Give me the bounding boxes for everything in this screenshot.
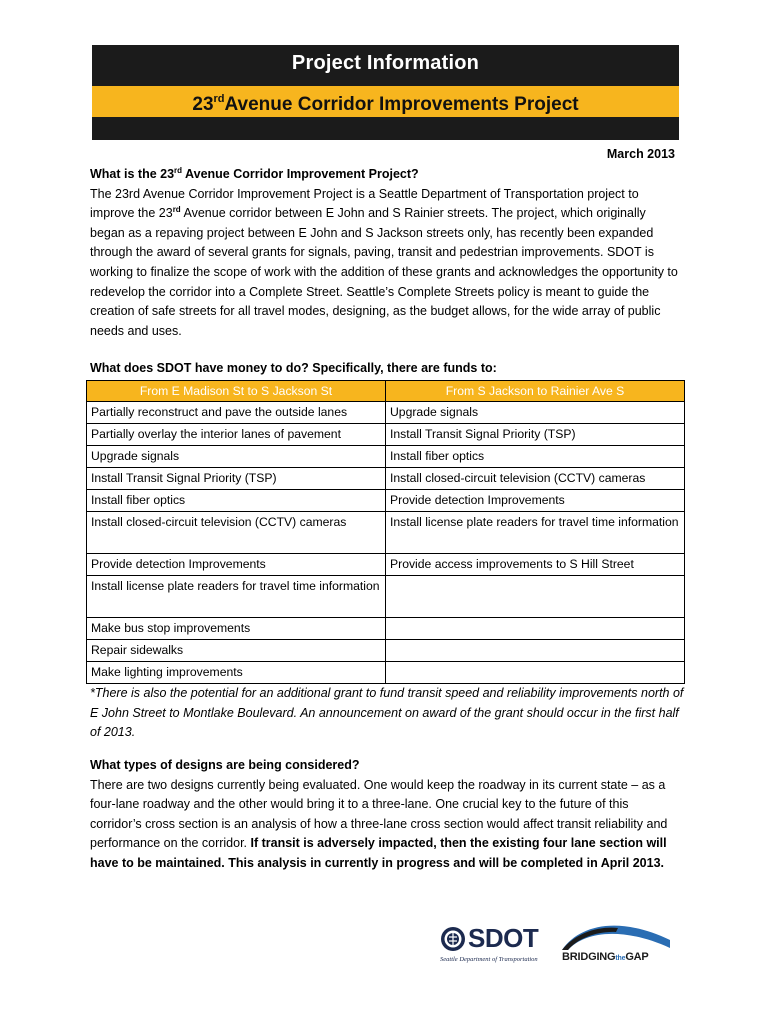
cell-jackson-rainier: Install license plate readers for travel time information [386,512,685,554]
cell-jackson-rainier: Upgrade signals [386,402,685,424]
table-row [87,576,685,618]
designs-paragraph: There are two designs currently being evaluated. One would keep the roadway in its current state – as a four-lane roadway and the other would bring it to a three-lane. One crucial key to the future of this corridor’s cross section is an analysis of how a three-lane cross section would affect transit reliability and performance on the corridor. If transit is adversely impacted, then the existing four lane section will have to be maintained. This analysis in currently in progress and will be completed in April 2013. [90,777,668,870]
project-title: 23rdAvenue Corridor Improvements Project [192,93,579,115]
table-row [87,490,685,512]
column-header-madison-jackson: From E Madison St to S Jackson St [87,381,386,402]
funds-table [86,380,685,684]
bridging-the-gap-logo [560,918,674,970]
cell-madison-jackson: Make lighting improvements [87,662,386,684]
table-row [87,512,685,554]
intro-section [90,165,682,341]
cell-madison-jackson: Partially overlay the interior lanes of pavement [87,424,386,446]
table-header-row [87,381,685,402]
document-date: March 2013 [606,147,675,161]
intro-question: What is the 23rd Avenue Corridor Improvement Project? [90,166,419,181]
sdot-logo [440,923,552,968]
cell-madison-jackson: Repair sidewalks [87,640,386,662]
cell-madison-jackson: Upgrade signals [87,446,386,468]
cell-madison-jackson: Install Transit Signal Priority (TSP) [87,468,386,490]
bridging-the-gap-wordmark: BRIDGINGtheGAP [562,951,649,963]
table-row [87,424,685,446]
page-title: Project Information [291,52,480,74]
grant-footnote: *There is also the potential for an additional grant to fund transit speed and reliability improvements north of E John Street to Montlake Boulevard. An announcement on award of the grant should occur in the first half of 2013. [90,686,684,740]
sdot-wordmark: SDOT [468,923,539,953]
intro-paragraph: The 23rd Avenue Corridor Improvement Project is a Seattle Department of Transportation project to improve the 23rd Avenue corridor between E John and S Rainier streets. The project, which originally began as a repaving project between E John and S Jackson streets only, has recently been expanded through the award of several grants for signals, paving, transit and pedestrian improvements. SDOT is working to finalize the scope of work with the addition of these grants and acknowledges the opportunity to redevelop the corridor into a Complete Street. Seattle’s Complete Streets policy is meant to guide the creation of safe streets for all travel modes, designing, as the budget allows, for the wide array of public needs and uses. [90,186,678,338]
table-row [87,446,685,468]
cell-madison-jackson: Provide detection Improvements [87,554,386,576]
cell-jackson-rainier: Provide access improvements to S Hill Street [386,554,685,576]
cell-madison-jackson: Install license plate readers for travel time information [87,576,386,618]
designs-question: What types of designs are being considered? [90,758,360,772]
cell-madison-jackson: Partially reconstruct and pave the outside lanes [87,402,386,424]
cell-jackson-rainier [386,618,685,640]
table-row [87,402,685,424]
sdot-subtitle: Seattle Department of Transportation [440,956,538,963]
project-title-band [92,86,679,117]
column-header-jackson-rainier: From S Jackson to Rainier Ave S [386,381,685,402]
cell-jackson-rainier: Install Transit Signal Priority (TSP) [386,424,685,446]
cell-jackson-rainier [386,662,685,684]
cell-madison-jackson: Install fiber optics [87,490,386,512]
table-row [87,618,685,640]
cell-jackson-rainier [386,576,685,618]
table-row [87,662,685,684]
designs-section [90,756,682,874]
sdot-globe-icon [440,926,466,952]
bridge-arch-icon [560,918,672,952]
table-row [87,554,685,576]
cell-jackson-rainier: Install closed-circuit television (CCTV) cameras [386,468,685,490]
cell-jackson-rainier [386,640,685,662]
cell-madison-jackson: Make bus stop improvements [87,618,386,640]
cell-jackson-rainier: Install fiber optics [386,446,685,468]
table-row [87,468,685,490]
funds-question: What does SDOT have money to do? Specifically, there are funds to: [90,361,497,375]
cell-jackson-rainier: Provide detection Improvements [386,490,685,512]
table-row [87,640,685,662]
cell-madison-jackson: Install closed-circuit television (CCTV) cameras [87,512,386,554]
